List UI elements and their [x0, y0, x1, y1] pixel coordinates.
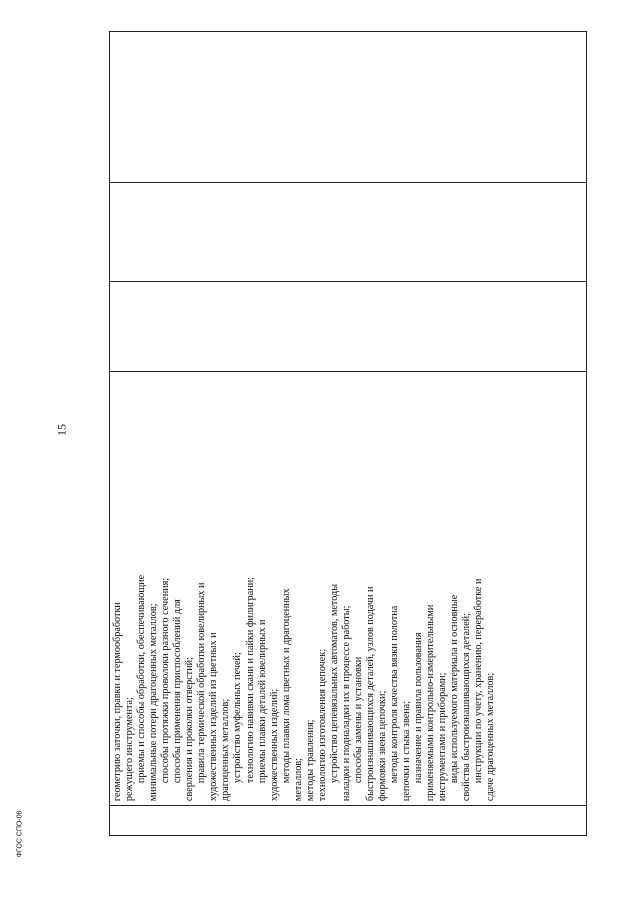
table-text-line: сдаче драгоценных металлов; — [485, 672, 497, 802]
table-text-line: способы замены и установки — [352, 656, 364, 784]
table-text-line: способы применения приспособлений для — [172, 599, 184, 784]
table-text-line: технологию навивки скани и пайки филиграни; — [244, 576, 256, 784]
table-text-line: металлов; — [292, 758, 304, 802]
table-text-line: минимальные потери драгоценных металлов; — [148, 603, 160, 802]
table-text-line: режущего инструмента; — [124, 697, 136, 802]
table-text-line: драгоценных металлов; — [220, 698, 232, 802]
table-text-line: методы плавки лома цветных и драгоценных — [280, 588, 292, 784]
table-column-code — [110, 805, 586, 835]
table-text-line: геометрию заточки, правки и термообработки — [112, 602, 123, 802]
table-column-knowledge — [110, 371, 586, 805]
table-text-line: виды используемого материала и основные — [449, 594, 461, 784]
table-text-line: правила термической обработки ювелирных и — [196, 582, 208, 784]
document-footer: ФГОС СПО-06 — [16, 810, 24, 858]
table-text-line: устройство цепевязальных автоматов, методы — [328, 583, 340, 784]
table-column-hours — [110, 281, 586, 371]
table-text-line: цепочки и стыка звена; — [401, 700, 413, 802]
table-text-line: формовки звена цепочки; — [377, 690, 389, 802]
table-text-line: устройство муфельных печей; — [232, 652, 244, 784]
table-text-line: инструкции по учету, хранению, переработке и — [473, 578, 485, 784]
table-text-line: применяемыми контрольно-измерительными — [425, 604, 437, 802]
table-text-line: художественных изделий; — [268, 688, 280, 802]
table-text-line: приемы плавки деталей ювелирных и — [256, 619, 268, 784]
table-text-line: сверления и проколки отверстий; — [184, 657, 196, 802]
table-text-line: методы травления; — [304, 719, 316, 802]
table-column-competencies — [110, 32, 586, 182]
page-number: 15 — [54, 424, 69, 436]
table-text-line: способы протяжки проволоки разного сечения; — [160, 577, 172, 784]
table-text-line: свойства быстроизнашивающихся деталей; — [461, 613, 473, 802]
table-text-line: быстроизнашивающихся деталей, узлов подачи и — [364, 586, 376, 802]
table-text-line: приемы и способы обработки, обеспечивающие — [136, 574, 148, 784]
table-text-line: наладки и подналадки их в процессе работы; — [340, 605, 352, 802]
rotated-table — [109, 31, 587, 836]
table-column-discipline — [110, 182, 586, 282]
table-text-line: методы контроля качества вязки полотна — [389, 605, 401, 784]
table-text-line: назначение и правила пользования — [413, 632, 425, 784]
table-text-line: инструментами и приборами; — [437, 672, 449, 802]
table-text-line: технологию изготовления цепочек; — [316, 648, 328, 802]
table-text-line: художественных изделий из цветных и — [208, 632, 220, 802]
